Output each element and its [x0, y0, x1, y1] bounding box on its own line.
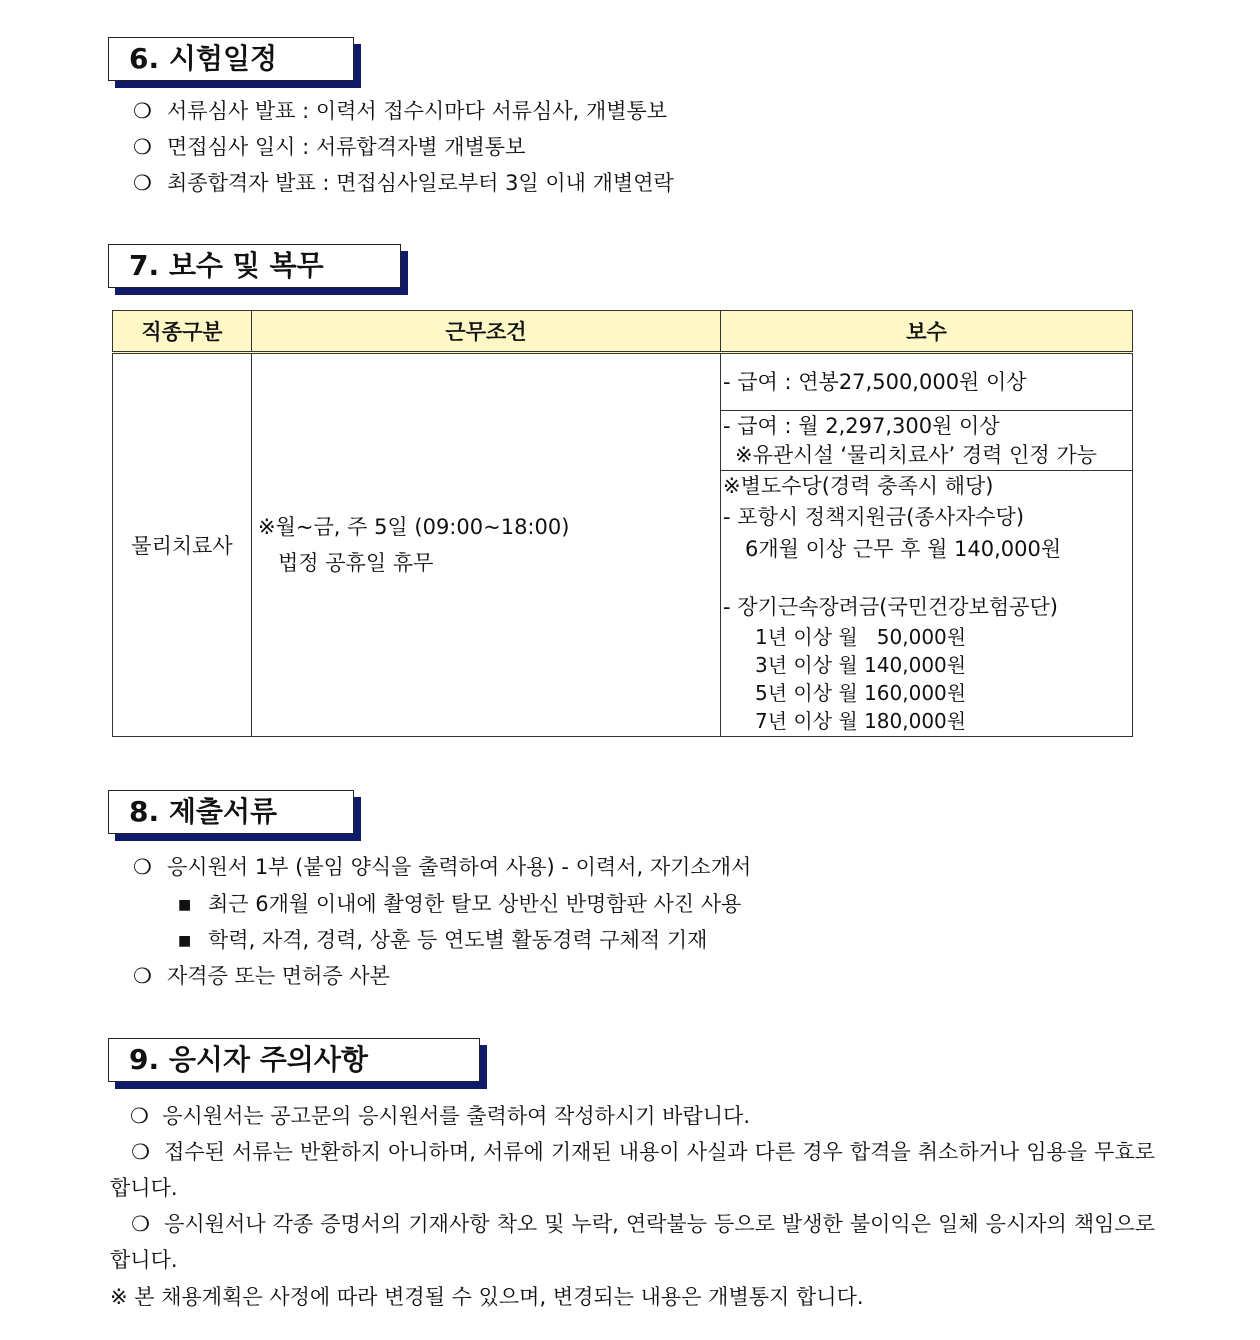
list-item-text: 자격증 또는 면허증 사본 [167, 964, 390, 988]
list-item [178, 890, 741, 919]
final-note: ※ 본 채용계획은 사정에 따라 변경될 수 있으며, 변경되는 내용은 개별통지 합니다. [110, 1285, 864, 1309]
list-item [133, 853, 751, 881]
job-type-cell: 물리치료사 [113, 353, 252, 737]
pay-line: ※유관시설 ‘물리치료사’ 경력 인정 가능 [735, 443, 1097, 467]
section-7-heading: 7. 보수 및 복무 [108, 244, 401, 288]
circle-bullet-icon: ❍ [130, 1104, 149, 1128]
pay-line: 6개월 이상 근무 후 월 140,000원 [745, 537, 1062, 561]
pay-table [112, 310, 1133, 737]
list-item-text: 서류심사 발표 : 이력서 접수시마다 서류심사, 개별통보 [167, 99, 668, 123]
circle-bullet-icon: ❍ [133, 855, 152, 879]
list-item-text: 최근 6개월 이내에 촬영한 탈모 상반신 반명함판 사진 사용 [208, 892, 742, 916]
circle-bullet-icon: ❍ [133, 171, 152, 195]
circle-bullet-icon: ❍ [133, 964, 152, 988]
list-item-text: 최종합격자 발표 : 면접심사일로부터 3일 이내 개별연락 [167, 171, 674, 195]
list-item [133, 133, 525, 161]
list-item [178, 926, 707, 955]
table-header: 근무조건 [252, 311, 721, 353]
list-item [133, 962, 390, 990]
square-bullet-icon: ■ [178, 933, 192, 949]
table-header: 직종구분 [113, 311, 252, 353]
pay-line: 1년 이상 월 50,000원 [755, 625, 967, 649]
circle-bullet-icon: ❍ [131, 1140, 150, 1164]
section-8-heading: 8. 제출서류 [108, 790, 354, 834]
table-header: 보수 [721, 311, 1133, 353]
notice-text: 접수된 서류는 반환하지 아니하며, 서류에 기재된 내용이 사실과 다른 경우 합격을 취소하거나 임용을 무효로 합니다. [110, 1140, 1155, 1200]
condition-line: ※월~금, 주 5일 (09:00~18:00) [258, 515, 570, 539]
pay-line: - 포항시 정책지원금(종사자수당) [723, 505, 1025, 529]
notice-text: 응시원서나 각종 증명서의 기재사항 착오 및 누락, 연락불능 등으로 발생한 불이익은 일체 응시자의 책임으로 합니다. [110, 1212, 1155, 1272]
list-item [133, 97, 667, 125]
pay-cell [721, 353, 1133, 411]
pay-line: - 급여 : 월 2,297,300원 이상 [723, 414, 1000, 438]
circle-bullet-icon: ❍ [133, 99, 152, 123]
notice-paragraph [110, 1134, 1155, 1206]
square-bullet-icon: ■ [178, 897, 192, 913]
notice-paragraph [110, 1098, 1155, 1134]
pay-line: 3년 이상 월 140,000원 [755, 653, 967, 677]
condition-line: 법정 공휴일 휴무 [278, 551, 434, 575]
circle-bullet-icon: ❍ [131, 1212, 150, 1236]
list-item-text: 면접심사 일시 : 서류합격자별 개별통보 [167, 135, 526, 159]
list-item-text: 응시원서 1부 (붙임 양식을 출력하여 사용) - 이력서, 자기소개서 [167, 855, 752, 879]
list-item-text: 학력, 자격, 경력, 상훈 등 연도별 활동경력 구체적 기재 [208, 928, 708, 952]
pay-line: 7년 이상 월 180,000원 [755, 709, 967, 733]
pay-line: ※별도수당(경력 충족시 해당) [723, 474, 994, 498]
section-9-heading: 9. 응시자 주의사항 [108, 1038, 480, 1082]
pay-line: - 장기근속장려금(국민건강보험공단) [723, 595, 1058, 619]
notice-text: 응시원서는 공고문의 응시원서를 출력하여 작성하시기 바랍니다. [162, 1104, 750, 1128]
list-item [133, 169, 674, 197]
pay-line: 5년 이상 월 160,000원 [755, 681, 967, 705]
work-condition-cell [252, 353, 721, 737]
section-6-heading: 6. 시험일정 [108, 37, 354, 81]
circle-bullet-icon: ❍ [133, 135, 152, 159]
pay-cell [721, 411, 1133, 471]
pay-cell [721, 471, 1133, 737]
notice-paragraph [110, 1206, 1155, 1278]
pay-line: - 급여 : 연봉27,500,000원 이상 [723, 369, 1027, 394]
